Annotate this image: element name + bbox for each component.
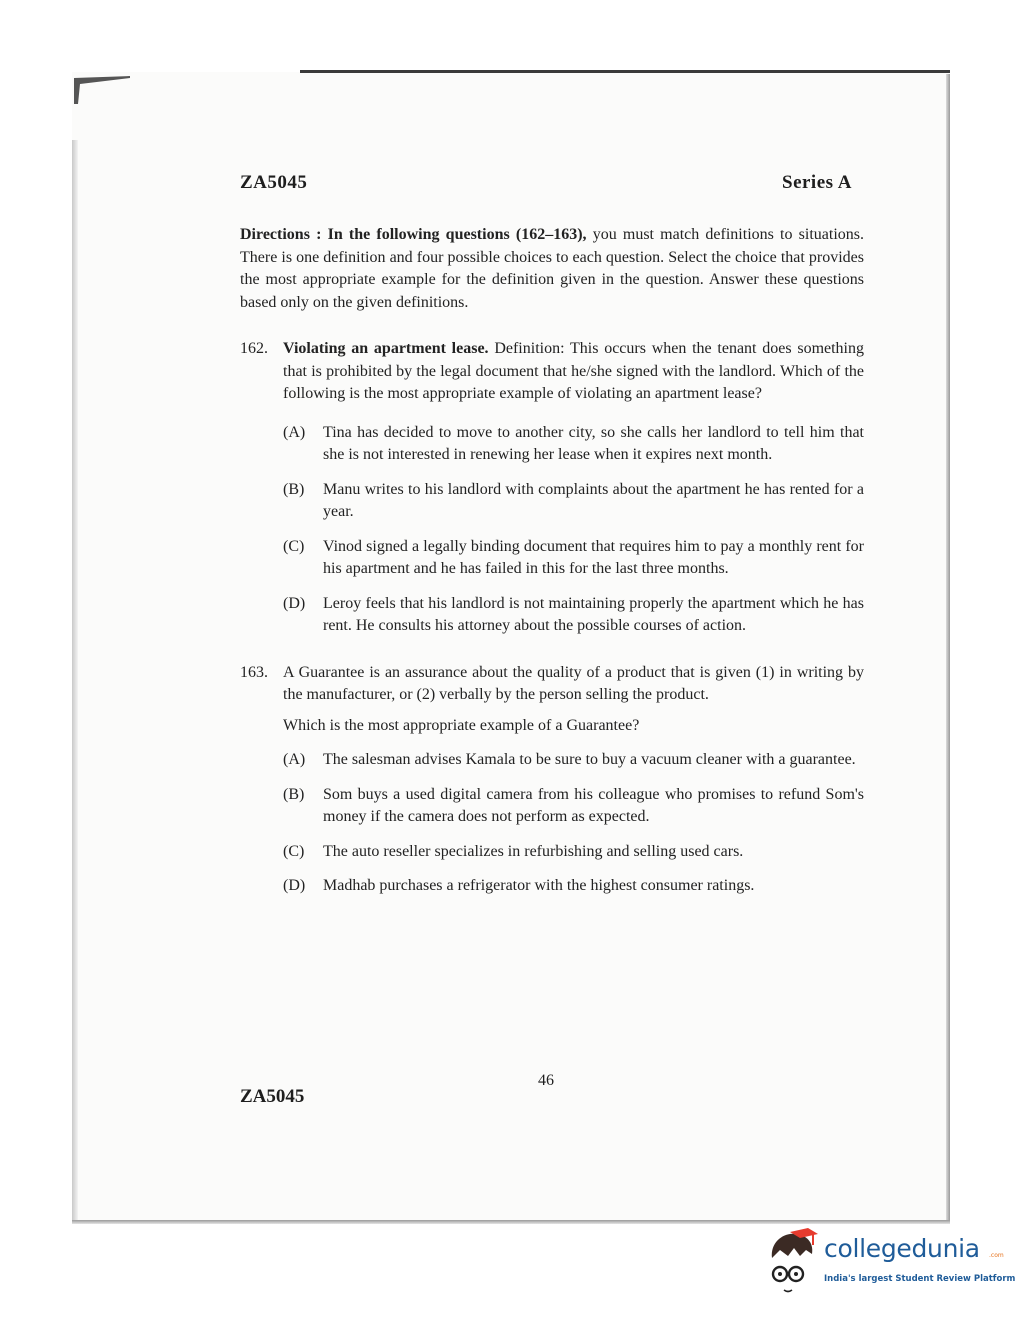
- option-text: Som buys a used digital camera from his colleague who promises to refund Som's money if the camera does not perform as expected.: [323, 785, 864, 825]
- option-letter: (D): [283, 594, 306, 612]
- option-letter: (A): [283, 423, 306, 441]
- option-b: [283, 784, 864, 829]
- question-content: [240, 224, 864, 910]
- logo-wordmark: collegedunia: [824, 1234, 980, 1263]
- page-number: 46: [538, 1072, 554, 1089]
- options-163: [283, 749, 864, 898]
- page-edge-left: [72, 140, 78, 1224]
- corner-mark-icon: [72, 74, 130, 104]
- option-letter: (D): [283, 877, 306, 894]
- exam-code-header: ZA5045: [240, 172, 308, 193]
- exam-code-footer: ZA5045: [240, 1086, 305, 1107]
- series-label: Series A: [782, 172, 852, 193]
- option-a: [283, 422, 864, 467]
- option-text: Vinod signed a legally binding document that requires him to pay a monthly rent for his apartment and he has failed in this for the last three months.: [323, 537, 864, 577]
- option-letter: (C): [283, 842, 305, 860]
- options-162: [283, 422, 864, 638]
- option-text: Madhab purchases a refrigerator with the highest consumer ratings.: [323, 877, 755, 894]
- mascot-icon: [766, 1228, 822, 1294]
- option-text: Manu writes to his landlord with complaints about the apartment he has rented for a year.: [323, 480, 864, 520]
- directions-text: you must match definitions to situations. There is one definition and four possible choices to each question. Select the choice that provides the most appropriate example for the definition given in the question. Answer these questions based only on the given definitions.: [240, 226, 864, 311]
- option-text: Tina has decided to move to another city, so she calls her landlord to tell him that she is not interested in renewing her lease when it expires next month.: [323, 423, 864, 463]
- option-c: [283, 536, 864, 581]
- question-prompt: Which is the most appropriate example of a Guarantee?: [283, 716, 640, 734]
- option-c: [283, 841, 864, 864]
- option-text: The salesman advises Kamala to be sure to buy a vacuum cleaner with a guarantee.: [323, 751, 856, 768]
- directions-paragraph: [240, 224, 864, 314]
- question-number: 163.: [240, 663, 268, 681]
- question-162: [240, 338, 864, 406]
- option-text: The auto reseller specializes in refurbishing and selling used cars.: [323, 842, 744, 860]
- option-letter: (C): [283, 537, 305, 555]
- page-edge-top: [300, 70, 950, 73]
- option-d: [283, 593, 864, 638]
- logo-tagline: India's largest Student Review Platform: [824, 1274, 1016, 1284]
- option-letter: (B): [283, 785, 305, 803]
- question-text: Definition: This occurs when the tenant does something that is prohibited by the legal document that he/she signed with the landlord. Which of the following is the most appropriate example of violating an apartment lease?: [283, 340, 865, 402]
- option-letter: (B): [283, 480, 305, 498]
- question-163: [240, 662, 864, 738]
- option-a: [283, 749, 864, 772]
- option-text: Leroy feels that his landlord is not maintaining properly the apartment which he has rent. He consults his attorney about the possible courses of action.: [323, 594, 864, 634]
- option-b: [283, 479, 864, 524]
- page-edge-bottom: [72, 1220, 950, 1224]
- question-title: Violating an apartment lease.: [283, 340, 489, 357]
- question-text: A Guarantee is an assurance about the quality of a product that is given (1) in writing by the manufacturer, or (2) verbally by the person selling the product.: [283, 663, 864, 703]
- option-letter: (A): [283, 751, 306, 768]
- collegedunia-logo[interactable]: [766, 1228, 1016, 1298]
- directions-label: Directions :: [240, 226, 322, 243]
- logo-domain: .com: [989, 1252, 1004, 1259]
- option-d: [283, 875, 864, 898]
- question-number: 162.: [240, 340, 268, 357]
- directions-lead: In the following questions (162–163),: [327, 226, 587, 243]
- page-edge-right: [946, 74, 950, 1224]
